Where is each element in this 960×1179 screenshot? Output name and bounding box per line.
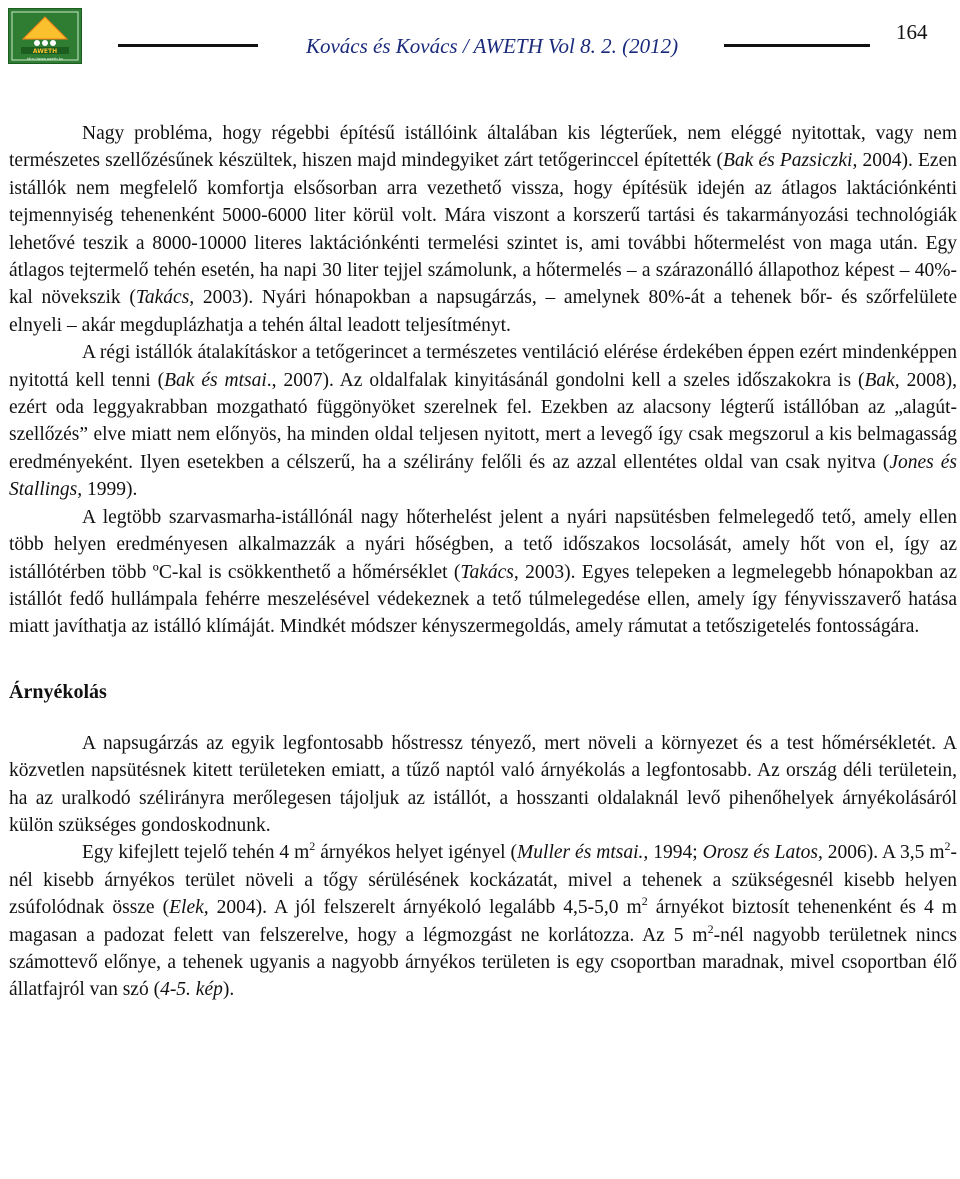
citation: Takács, — [460, 561, 519, 583]
text-run: -nél nagyobb területnek nincs számottevő előnye, a tehenek ugyanis a nagyobb árnyékos területen is egy csoportban maradnak, mivel csoportban élő állatfajról van szó ( — [9, 924, 957, 1001]
citation: Orosz és Latos, — [702, 842, 823, 864]
logo-url: http://www.aweth.hu — [26, 57, 64, 61]
text-run: Nagy probléma, hogy régebbi építésű istállóink általában kis légterűek, nem eléggé nyitottak, vagy nem természetes szellőzésűnek készültek, hiszen majd mindegyiket zárt tetőgerinccel építették ( — [9, 123, 957, 172]
superscript: 2 — [944, 839, 951, 854]
citation: Takács, — [135, 287, 195, 309]
header-rule-left — [118, 44, 258, 47]
text-run: ). — [222, 979, 235, 1001]
text-run: A legtöbb szarvasmarha-istállónál nagy hőterhelést jelent a nyári napsütésben felmelegedő tető, amely ellen több helyen eredményesen alkalmazzák a nyári hőségben, a tető időszakos locsolását, amely hőt von el, így az istállótérben több ºC-kal is csökkenthető a hőmérséklet ( — [9, 506, 957, 583]
logo-text: AWETH — [32, 48, 58, 55]
text-run: ., 2007). Az oldalfalak kinyitásánál gondolni kell a szeles időszakokra is ( — [266, 369, 865, 391]
text-run: -nél kisebb árnyékos terület növeli a tőgy sérülésének kockázatát, mivel a tehenek a szükségesnél kisebb helyen zsúfolódnak össze ( — [9, 842, 957, 919]
paragraph-1 — [9, 120, 957, 339]
paragraph-5 — [9, 839, 957, 1003]
text-run: A napsugárzás az egyik legfontosabb hőstressz tényező, mert növeli a környezet és a test hőmérsékletét. A közvetlen napsütésnek kitett területeken emiatt, a tűző naptól való árnyékolás a legfontosabb. Az ország déli területein, ha az uralkodó szélirányra merőlegesen tájoljuk az istállót, a hosszanti oldalaknál levő pihenőhelyek árnyékolásáról külön szükséges gondoskodnunk. — [9, 732, 957, 836]
citation: Bak, — [864, 369, 900, 391]
text-run: 2004). A jól felszerelt árnyékoló legalább 4,5-5,0 m — [208, 897, 642, 919]
page-header — [0, 0, 960, 70]
text-run: 2004). Ezen istállók nem megfelelő komfortja elsősorban arra vezethető vissza, hogy építésük idején az átlagos laktációnkénti tejmennyiség tehenenként 5000-6000 liter körül volt. Mára viszont a korszerű tartási és takarmányozási technológiák lehetővé teszik a 8000-10000 literes laktációnkénti termelési szintet is, ami további hőtermelést von maga után. Egy átlagos tejtermelő tehén esetén, ha napi 30 liter tejjel számolunk, a hőtermelés – a szárazonálló állapothoz képest – 40%-kal növekszik ( — [9, 150, 957, 309]
citation: Bak és mtsai — [164, 369, 267, 391]
citation: Bak és Pazsiczki, — [723, 150, 858, 172]
citation: Muller és mtsai., — [517, 842, 649, 864]
header-rule-right — [724, 44, 870, 47]
superscript: 2 — [309, 839, 316, 854]
text-run: 2008), ezért oda leggyakrabban mozgatható függönyöket szerelnek fel. Ezekben az alacsony légterű istállóban az „alagút-szellőzés” elve miatt nem előnyös, ha minden oldal teljesen nyitott, mert a levegő így csak megszorul a kis belmagasság eredményeként. Ilyen esetekben a célszerű, ha a szélirány felőli és az azzal ellentétes oldal van csak nyitva ( — [9, 369, 957, 473]
text-run: 2003). Egyes telepeken a legmelegebb hónapokban az istállót fedő hullámpala fehérre meszelésével védekeznek a tető túlmelegedése ellen, amely így fényvisszaverő hatása miatt javíthatja az istálló klímáját. Mindkét módszer kényszermegoldás, amely rámutat a tetőszigetelés fontosságára. — [9, 561, 957, 638]
section-heading: Árnyékolás — [9, 680, 107, 703]
paragraph-3 — [9, 504, 957, 641]
superscript: 2 — [707, 921, 714, 936]
journal-title: Kovács és Kovács / AWETH Vol 8. 2. (2012) — [305, 34, 679, 58]
article-body — [9, 120, 957, 1004]
logo-graphic — [9, 9, 81, 63]
text-run: árnyékot biztosít tehenenként és 4 m magasan a padozat felett van felszerelve, hogy a légmozgást ne korlátozza. Az 5 m — [9, 897, 957, 946]
text-run: Egy kifejlett tejelő tehén 4 m — [82, 842, 310, 864]
superscript: 2 — [641, 894, 648, 909]
paragraph-2 — [9, 339, 957, 503]
text-run: árnyékos helyet igényel ( — [315, 842, 518, 864]
page-number: 164 — [896, 20, 928, 44]
citation: Elek, — [169, 897, 209, 919]
text-run: A régi istállók átalakításkor a tetőgerincet a természetes ventiláció elérése érdekében éppen ezért mindenképpen nyitottá kell tenni ( — [9, 342, 957, 391]
text-run: 2003). Nyári hónapokban a napsugárzás, – amelynek 80%-át a tehenek bőr- és szőrfelülete elnyeli – akár megduplázhatja a tehén által leadott teljesítményt. — [9, 287, 957, 336]
text-run: 1994; — [648, 842, 703, 864]
text-run: 1999). — [82, 479, 138, 501]
text-run: 2006). A 3,5 m — [822, 842, 945, 864]
journal-logo — [8, 8, 82, 64]
figure-reference: 4-5. kép — [160, 979, 223, 1001]
citation: Jones és Stallings, — [9, 451, 957, 501]
paragraph-4 — [9, 730, 957, 840]
